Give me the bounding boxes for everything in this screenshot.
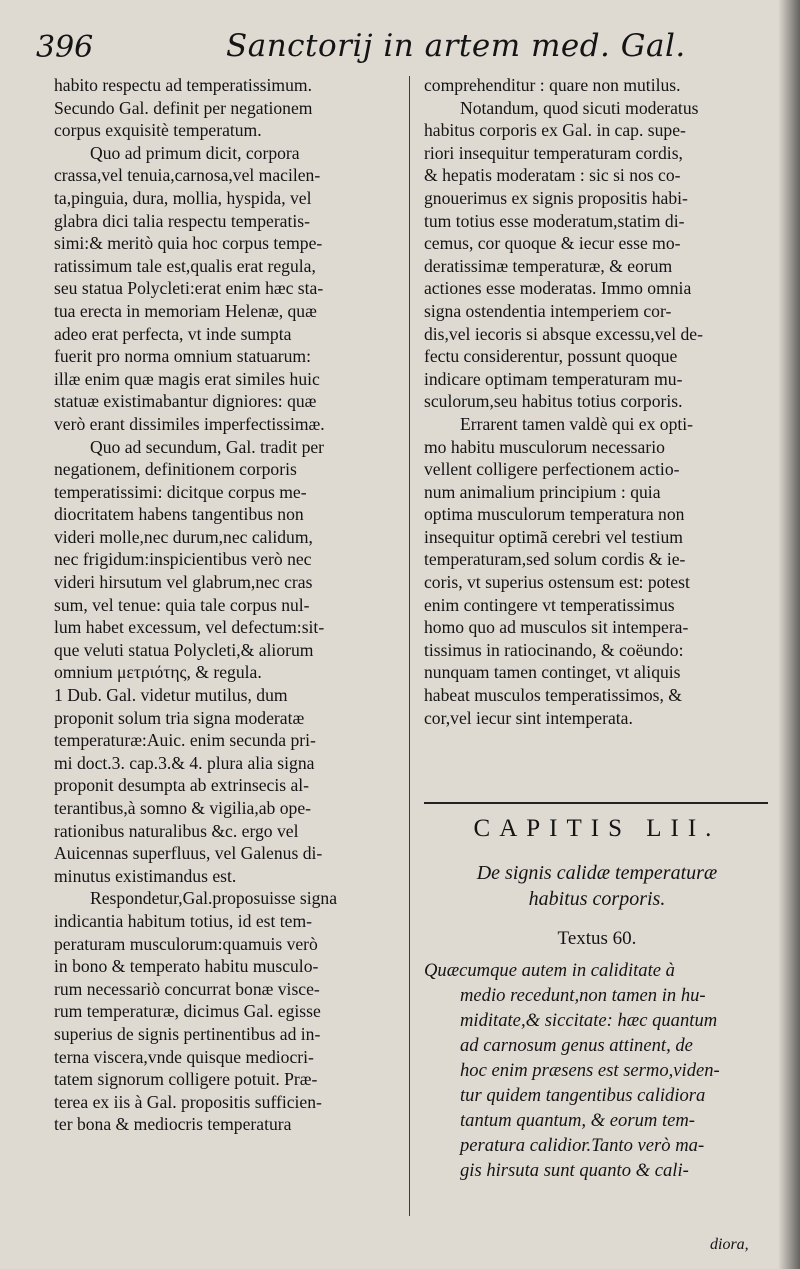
text-line: nec frigidum:inspicientibus verò nec: [54, 549, 312, 570]
text-line: mi doct.3. cap.3.& 4. plura alia signa: [54, 752, 315, 773]
text-line: indicantia habitum totius, id est tem-: [54, 910, 312, 931]
text-line: diocritatem habens tangentibus non: [54, 504, 304, 525]
text-line: tur quidem tangentibus calidiora: [460, 1085, 706, 1106]
text-line: tua erecta in memoriam Helenæ, quæ: [54, 300, 317, 321]
text-line: indicare optimam temperaturam mu-: [424, 368, 683, 389]
text-line: coris, vt superius ostensum est: potest: [424, 572, 690, 593]
text-line: Errarent tamen valdè qui ex opti-: [460, 413, 694, 434]
text-line: temperaturam,sed solum cordis & ie-: [424, 549, 686, 570]
text-line: negationem, definitionem corporis: [54, 459, 297, 480]
text-line: temperaturæ:Auic. enim secunda pri-: [54, 730, 316, 751]
text-line: terantibus,à somno & vigilia,ab ope-: [54, 798, 312, 818]
text-line: optima musculorum temperatura non: [424, 504, 685, 525]
text-line: rum necessariò concurrat bonæ visce-: [54, 978, 320, 999]
text-line: vellent colligere perfectionem actio-: [424, 459, 680, 480]
text-line: Respondetur,Gal.proposuisse signa: [90, 888, 338, 909]
column-divider: [409, 76, 410, 1216]
text-line: Quæcumque autem in caliditate à: [424, 960, 675, 981]
text-line: gnouerimus ex signis propositis habi-: [424, 187, 688, 208]
text-line: deratissimæ temperaturæ, & eorum: [424, 255, 673, 276]
text-line: lum habet excessum, vel defectum:sit-: [54, 617, 325, 638]
text-line: gis hirsuta sunt quanto & cali-: [460, 1160, 689, 1181]
text-line: crassa,vel tenuia,carnosa,vel macilen-: [54, 165, 321, 186]
text-line: hoc enim præsens est sermo,viden-: [460, 1060, 720, 1081]
text-line: insequitur optimã cerebri vel testium: [424, 526, 683, 547]
text-line: enim contingere vt temperatissimus: [424, 594, 675, 615]
chapter-subtitle: De signis calidæ temperaturæ: [476, 862, 718, 884]
text-line: habitus corporis ex Gal. in cap. supe-: [424, 120, 686, 141]
text-line: simi:& meritò quia hoc corpus tempe-: [54, 233, 323, 254]
text-line: proponit solum tria signa moderatæ: [54, 707, 305, 728]
text-line: mo habitu musculorum necessario: [424, 436, 665, 457]
textus-body: [424, 958, 770, 1183]
text-line: riori insequitur temperaturam cordis,: [424, 142, 683, 163]
text-line: illæ enim quæ magis erat similes huic: [54, 368, 320, 389]
section-rule: [424, 802, 768, 804]
chapter-heading: CAPITIS LII.: [473, 815, 721, 842]
text-line: tantum quantum, & eorum tem-: [460, 1110, 695, 1131]
text-line: temperatissimi: dicitque corpus me-: [54, 481, 307, 502]
running-title: Sanctorij in artem med. Gal.: [226, 28, 686, 64]
page-number: 396: [36, 30, 94, 65]
text-line: sum, vel tenue: quia tale corpus nul-: [54, 594, 310, 615]
text-line: videri molle,nec durum,nec calidum,: [54, 526, 313, 547]
text-line: ratissimum tale est,qualis erat regula,: [54, 255, 316, 276]
text-line: Notandum, quod sicuti moderatus: [460, 97, 699, 118]
text-line: omnium μετριότης, & regula.: [54, 662, 262, 683]
text-line: Secundo Gal. definit per negationem: [54, 97, 313, 118]
chapter-subtitle: habitus corporis.: [528, 888, 666, 910]
text-line: ter bona & mediocris temperatura: [54, 1114, 292, 1135]
text-line: fuerit pro norma omnium statuarum:: [54, 346, 312, 367]
text-line: medio recedunt,non tamen in hu-: [460, 985, 706, 1006]
text-line: & hepatis moderatam : sic si nos co-: [424, 165, 681, 186]
left-column: [54, 74, 404, 1136]
text-line: cemus, cor quoque & iecur esse mo-: [424, 233, 681, 254]
text-line: dis,vel iecoris si absque excessu,vel de-: [424, 323, 703, 344]
running-head: [36, 22, 776, 72]
text-line: in bono & temperato habitu musculo-: [54, 956, 319, 977]
text-line: corpus exquisitè temperatum.: [54, 120, 262, 141]
text-line: tissimus in ratiocinando, & coëundo:: [424, 639, 684, 660]
text-line: verò erant dissimiles imperfectissimæ.: [54, 413, 325, 434]
text-line: videri hirsutum vel glabrum,nec cras: [54, 572, 313, 593]
text-line: actiones esse moderatas. Immo omnia: [424, 278, 692, 299]
text-line: Quo ad primum dicit, corpora: [90, 142, 300, 163]
text-line: Auicennas superfluus, vel Galenus di-: [54, 843, 323, 864]
text-line: peraturam musculorum:quamuis verò: [54, 933, 318, 954]
text-line: ta,pinguia, dura, mollia, hyspida, vel: [54, 187, 312, 208]
catchword: diora,: [710, 1236, 749, 1253]
text-line: que veluti statua Polycleti,& aliorum: [54, 639, 314, 660]
text-line: rationibus naturalibus &c. ergo vel: [54, 820, 299, 841]
text-line: sculorum,seu habitus totius corporis.: [424, 391, 683, 412]
text-line: habito respectu ad temperatissimum.: [54, 75, 312, 95]
text-line: rum temperaturæ, dicimus Gal. egisse: [54, 1001, 321, 1022]
text-line: nunquam tamen continget, vt aliquis: [424, 662, 681, 683]
text-line: peratura calidior.Tanto verò ma-: [460, 1135, 705, 1156]
textus-label: Textus 60.: [557, 928, 637, 949]
text-line: habeat musculos temperatissimos, &: [424, 685, 682, 706]
text-line: comprehenditur : quare non mutilus.: [424, 75, 681, 95]
text-line: tum totius esse moderatum,statim di-: [424, 210, 685, 231]
text-line: adeo erat perfecta, vt inde sumpta: [54, 323, 292, 344]
text-line: tatem signorum colligere potuit. Præ-: [54, 1069, 318, 1090]
text-line: 1 Dub. Gal. videtur mutilus, dum: [54, 685, 288, 706]
text-line: terna viscera,vnde quisque mediocri-: [54, 1046, 314, 1067]
text-line: cor,vel iecur sint intemperata.: [424, 707, 633, 728]
text-line: superius de signis pertinentibus ad in-: [54, 1023, 321, 1044]
text-line: minutus existimandus est.: [54, 865, 237, 886]
text-line: num animalium principium : quia: [424, 481, 661, 502]
text-line: proponit desumpta ab extrinsecis al-: [54, 775, 310, 796]
right-column: [424, 74, 770, 729]
text-line: homo quo ad musculos sit intempera-: [424, 617, 689, 638]
text-line: ad carnosum genus attinent, de: [460, 1035, 693, 1056]
text-line: signa ostendentia intemperiem cor-: [424, 300, 672, 321]
text-line: seu statua Polycleti:erat enim hæc sta-: [54, 278, 324, 299]
text-line: statuæ existimabantur digniores: quæ: [54, 391, 317, 412]
text-line: Quo ad secundum, Gal. tradit per: [90, 436, 325, 457]
text-line: fectu considerentur, possunt quoque: [424, 346, 678, 367]
text-line: miditate,& siccitate: hæc quantum: [460, 1010, 718, 1031]
text-line: glabra dici talia respectu temperatis-: [54, 210, 310, 231]
text-line: terea ex iis à Gal. propositis sufficien-: [54, 1091, 322, 1112]
